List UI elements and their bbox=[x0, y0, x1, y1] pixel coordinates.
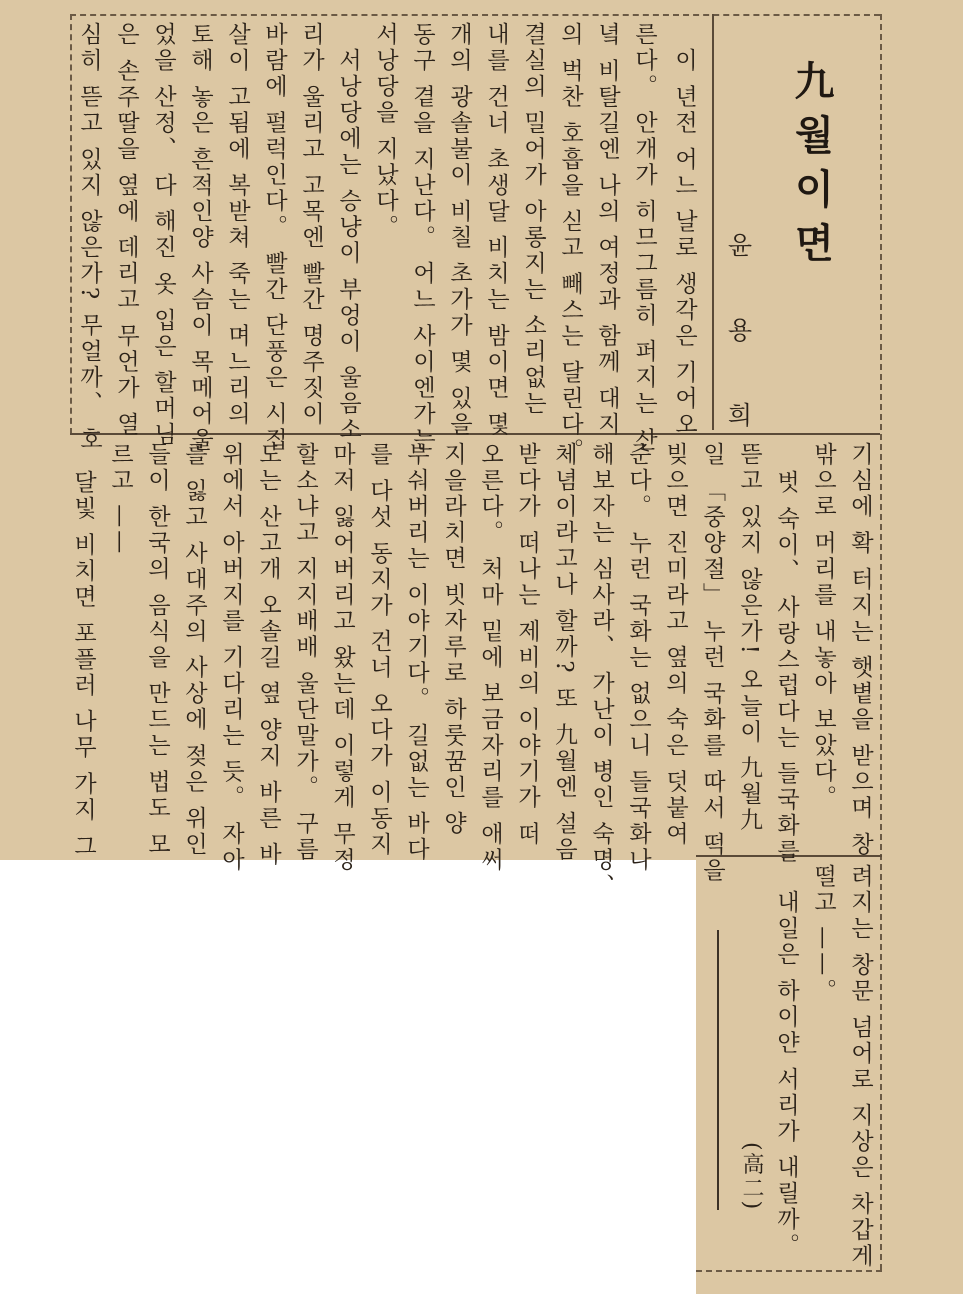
top-col-3: 녘 비탈길엔 나의 여정과 함께 대지 bbox=[594, 22, 620, 438]
top-col-2: 른다。 안개가 히므그름히 퍼지는 산 bbox=[631, 22, 657, 454]
bottom-col-7: 준다。 누런 국화는 없으니 들국화나 bbox=[625, 442, 651, 874]
bottom-col-14: 를 다섯 동지가 건너 오다가 이동지 bbox=[366, 442, 392, 858]
bottom-col-22: 달빛 비치면 포플러 나무 가지 그 bbox=[70, 470, 96, 860]
bottom-col-1: 기심에 확 터지는 햇볕을 받으며 창 bbox=[847, 442, 873, 858]
right-dashed-border bbox=[880, 14, 882, 1270]
top-col-4: 의 벅찬 호흡을 싣고 빼스는 달린다。 bbox=[557, 22, 583, 464]
bottom-col-13: 부숴버리는 이야기다。 길없는 바다 bbox=[403, 442, 429, 863]
bottom-col-9: 체념이라고나 할까? 또 九월엔 설음 bbox=[551, 442, 577, 863]
article-author: 윤 용 희 bbox=[724, 232, 753, 453]
top-col-7: 개의 광솔불이 비칠 초가가 몇 있을 bbox=[446, 22, 472, 438]
bottom-col-15: 마저 잃어버리고 왔는데 이렇게 무정 bbox=[329, 442, 355, 874]
closing-separator-line bbox=[717, 930, 719, 1210]
bottom-dashed-border bbox=[696, 1270, 882, 1272]
top-col-17: 심히 뜯고 있지 않은가? 무얼까、 호 bbox=[76, 22, 102, 453]
top-col-13: 살이 고됨에 복받쳐 죽는 며느리의 bbox=[224, 22, 250, 428]
bottom-col-8: 해보자는 심사라、 가난이 병인 숙명、 bbox=[588, 442, 614, 900]
top-col-5: 결실의 밀어가 아롱지는 소리없는 bbox=[520, 22, 546, 417]
bottom-col-20: 들이 한국의 음식을 만드는 법도 모 bbox=[144, 442, 170, 858]
right-col-3: 내일은 하이얀 서리가 내릴까。 bbox=[773, 890, 799, 1259]
bottom-col-3: 벗 숙이、 사랑스럽다는 들국화를 bbox=[773, 470, 799, 865]
bottom-col-21: 르고 —— bbox=[107, 442, 133, 557]
top-col-14: 토해 놓은 흔적인양 사슴이 목메어울 bbox=[187, 22, 213, 454]
top-col-6: 내를 건너 초생달 비치는 밤이면 몇 bbox=[483, 22, 509, 438]
top-dashed-border bbox=[70, 14, 880, 16]
top-col-12: 바람에 펄럭인다。 빨간 단풍은 시집 bbox=[261, 22, 287, 454]
bottom-col-6: 빚으면 진미라고 옆의 숙은 덧붙여 bbox=[662, 442, 688, 848]
right-col-1: 려지는 창문 넘어로 지상은 차갑게 bbox=[847, 864, 873, 1270]
bottom-col-16: 할소냐고 지지배배 울단말가。 구름 bbox=[292, 442, 318, 863]
top-col-8: 동구 곁을 지난다。 어느 사이엔가는 bbox=[409, 22, 435, 454]
right-col-2: 떨고 ——。 bbox=[810, 864, 836, 1005]
top-col-15: 었을 산정、 다 해진 옷 입은 할머님 bbox=[150, 22, 176, 448]
bottom-col-2: 밖으로 머리를 내놓아 보았다。 bbox=[810, 442, 836, 811]
bottom-col-18: 위에서 아버지를 기다리는 듯。 자아 bbox=[218, 442, 244, 874]
bottom-col-11: 오른다。 처마 밑에 보금자리를 애써 bbox=[477, 442, 503, 874]
bottom-col-5: 일 「중양절」 누런 국화를 따서 떡을 bbox=[699, 442, 725, 884]
top-col-16: 은 손주딸을 옆에 데리고 무언가 열 bbox=[113, 22, 139, 438]
top-col-10: 서낭당에는 승냥이 부엉이 울음소 bbox=[335, 48, 361, 443]
bottom-col-17: 도는 산고개 오솔길 옆 양지 바른 바 bbox=[255, 442, 281, 868]
bottom-col-12: 지을라치면 빗자루로 하룻꿈인 양 bbox=[440, 442, 466, 837]
top-col-1: 이 년전 어느 날로 생각은 기어오 bbox=[671, 48, 697, 438]
author-grade: (高二) bbox=[739, 1142, 764, 1212]
title-box-divider bbox=[712, 14, 714, 430]
top-col-11: 리가 울리고 고목엔 빨간 명주짓이 bbox=[298, 22, 324, 428]
bottom-col-19: 를 잃고 사대주의 사상에 젖은 위인 bbox=[181, 442, 207, 858]
top-col-9: 서낭당을 지났다。 bbox=[372, 22, 398, 241]
article-title: 九월이면 bbox=[788, 60, 835, 276]
bottom-col-10: 받다가 떠나는 제비의 이야기가 떠 bbox=[514, 442, 540, 848]
bottom-col-4: 뜯고 있지 않은가! 오늘이 九월九 bbox=[736, 442, 762, 834]
